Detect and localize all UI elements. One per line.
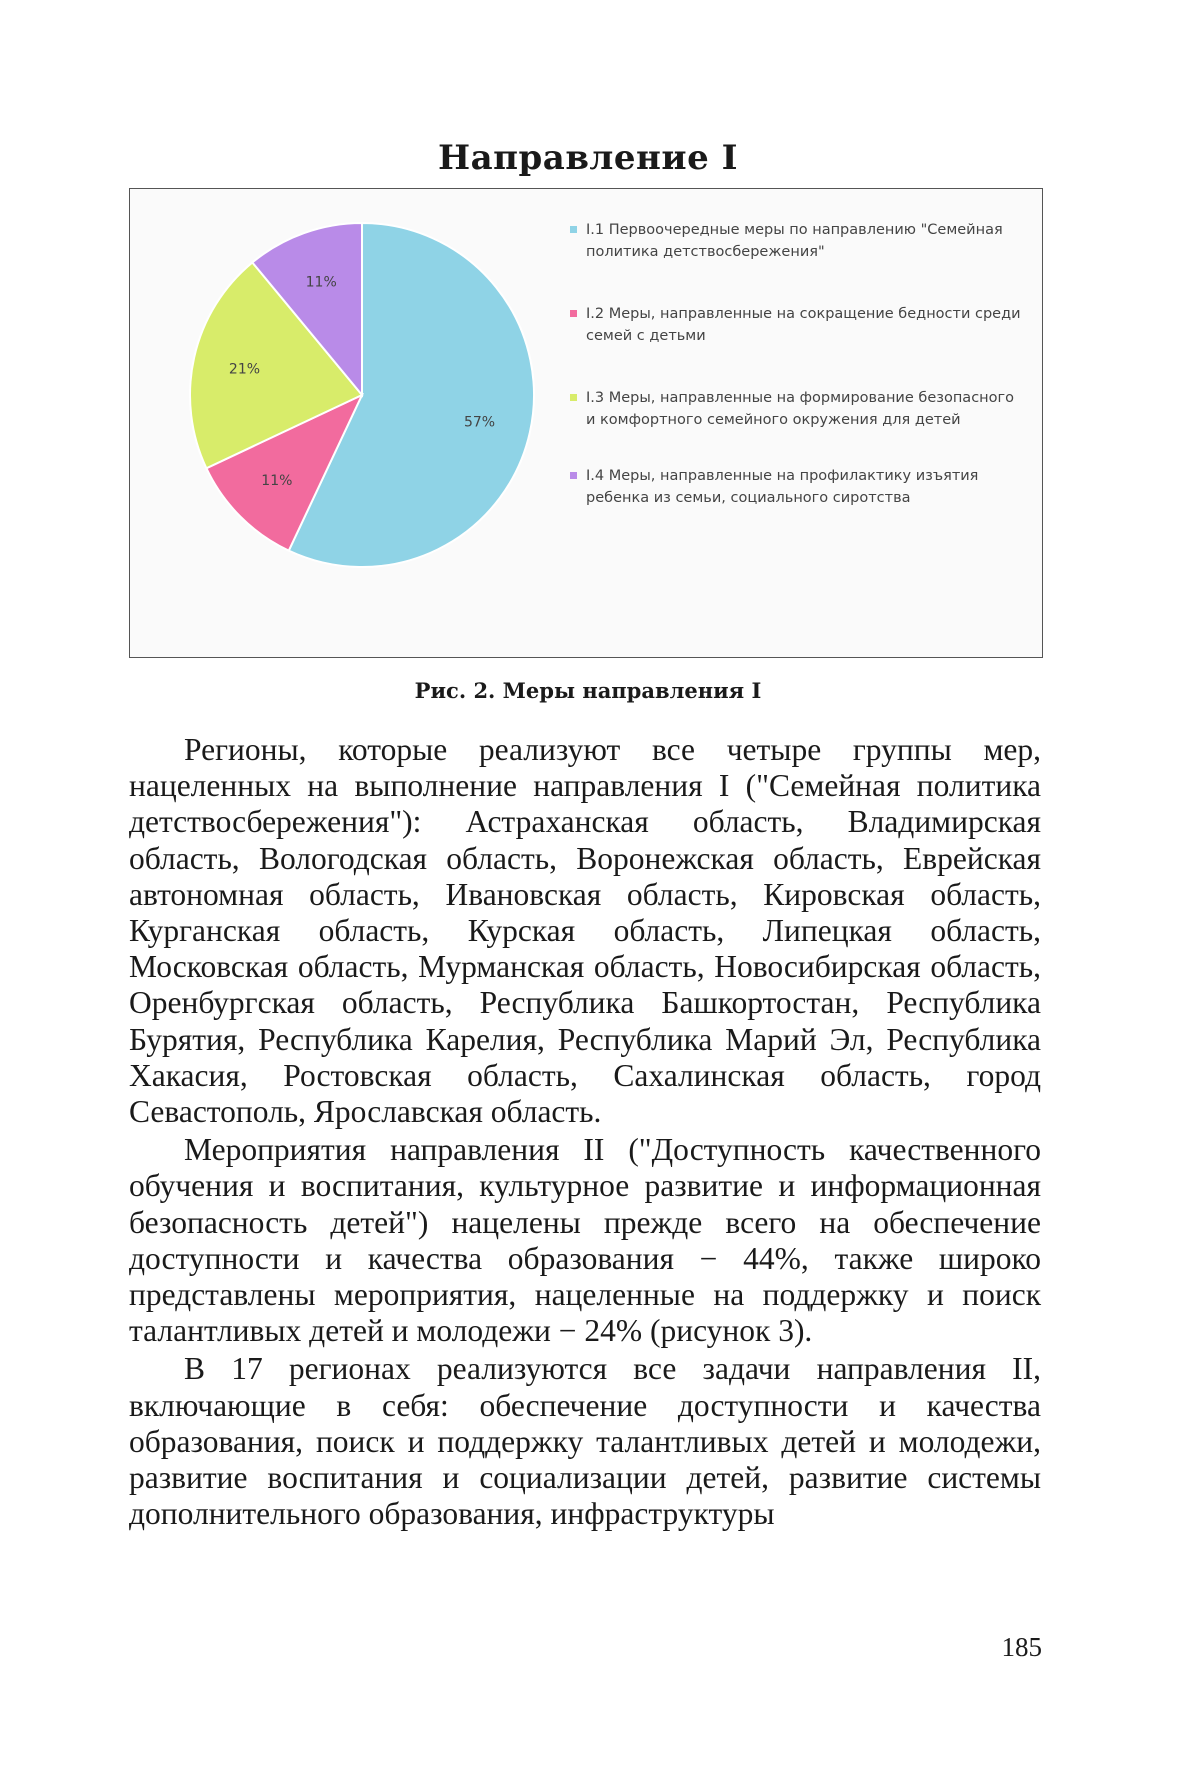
paragraph: Регионы, которые реализуют все четыре группы мер, нацеленных на выполнение направления I ("Семейная политика детствосбережения"): Астраханская область, Владимирская область, Вологодская область, Воронежская область, Еврейская автономная область, Ивановская область, Кировская область, Курганская область, Курская область, Липецкая область, Московская область, Мурманская область, Новосибирская область, Оренбургская область, Республика Башкортостан, Республика Бурятия, Республика Карелия, Республика Марий Эл, Республика Хакасия, Ростовская область, Сахалинская область, город Севастополь, Ярославская область.	[129, 732, 1041, 1130]
legend-swatch	[570, 394, 577, 401]
slice-value-label: 11%	[305, 274, 337, 291]
legend-swatch	[570, 472, 577, 479]
legend-label: I.4 Меры, направленные на профилактику изъятия ребенка из семьи, социального сиротства	[586, 468, 979, 506]
paragraph: Мероприятия направления II ("Доступность качественного обучения и воспитания, культурное развитие и информационная безопасность детей") нацелены прежде всего на обеспечение доступности и качества образования − 44%, также широко представлены мероприятия, нацеленные на поддержку и поиск талантливых детей и молодежи − 24% (рисунок 3).	[129, 1132, 1041, 1349]
legend-label: I.1 Первоочередные меры по направлению "Семейная политика детствосбережения"	[586, 222, 1003, 260]
page-number: 185	[1001, 1632, 1042, 1662]
pie-chart	[130, 189, 550, 609]
slice-value-label: 21%	[228, 361, 261, 378]
section-title: Направление I	[437, 138, 739, 178]
pie-chart-frame	[129, 188, 1043, 658]
legend-swatch	[570, 310, 577, 317]
paragraph: В 17 регионах реализуются все задачи направления II, включающие в себя: обеспечение доступности и качества образования, поиск и поддержку талантливых детей и молодежи, развитие воспитания и социализации детей, развитие системы дополнительного образования, инфраструктуры	[129, 1351, 1041, 1532]
slice-value-label: 11%	[261, 473, 293, 490]
legend-item	[570, 387, 1025, 431]
legend-item	[570, 219, 1025, 263]
body-text	[129, 732, 1041, 1534]
legend-item	[570, 303, 1025, 347]
chart-legend	[570, 219, 1025, 549]
figure-caption: Рис. 2. Меры направления I	[414, 678, 762, 703]
legend-label: I.3 Меры, направленные на формирование безопасного и комфортного семейного окружения для детей	[586, 390, 1015, 428]
legend-item	[570, 465, 1025, 509]
legend-label: I.2 Меры, направленные на сокращение бедности среди семей с детьми	[586, 306, 1021, 344]
slice-value-label: 57%	[463, 414, 496, 431]
legend-swatch	[570, 226, 577, 233]
